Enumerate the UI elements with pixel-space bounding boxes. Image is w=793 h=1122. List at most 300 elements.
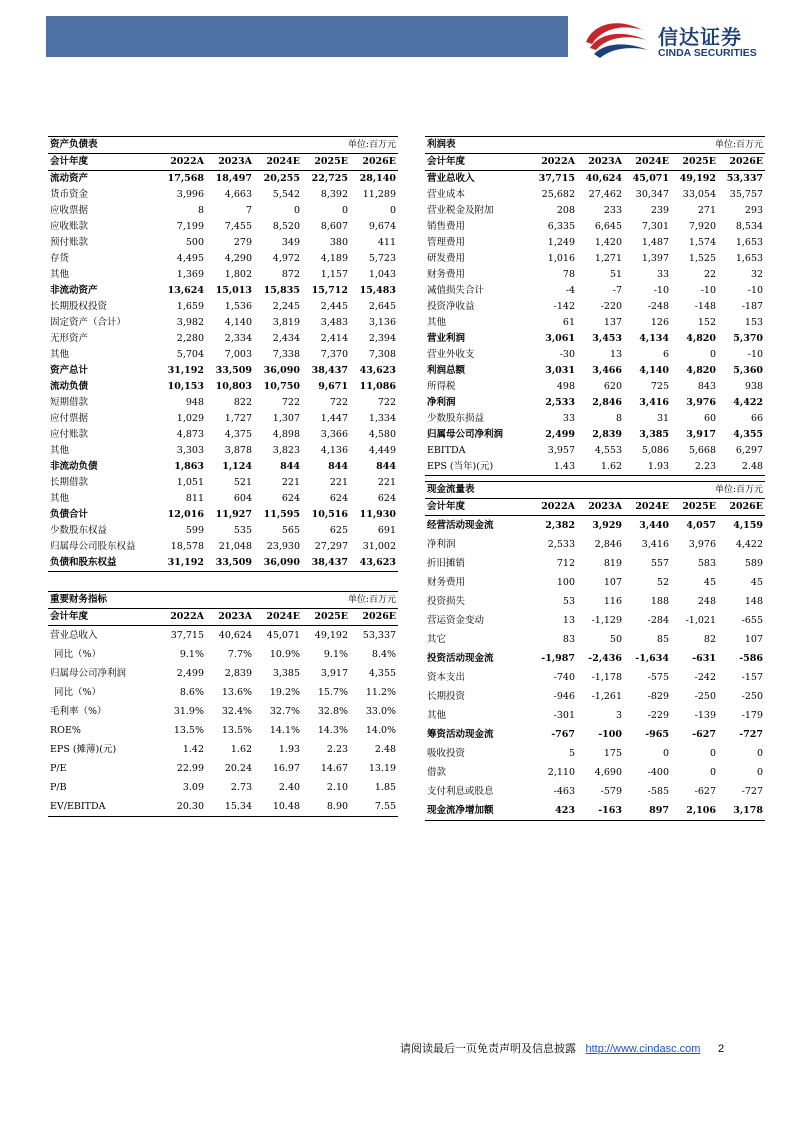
table-row bbox=[48, 491, 398, 507]
row-label: P/E bbox=[50, 762, 67, 774]
cell-value: 15,835 bbox=[263, 285, 300, 296]
row-label: 其他 bbox=[50, 445, 70, 456]
table-row bbox=[425, 331, 765, 347]
cell-value: 53 bbox=[562, 595, 575, 607]
row-label: 资产总计 bbox=[50, 365, 89, 376]
table-row bbox=[48, 219, 398, 235]
table-header-row bbox=[48, 609, 398, 626]
cell-value: 8.90 bbox=[302, 797, 350, 817]
cell-value: 85 bbox=[656, 633, 669, 645]
cell-value: 51 bbox=[609, 269, 623, 280]
cell-value: 7,199 bbox=[176, 221, 204, 232]
cell-value: 691 bbox=[377, 525, 397, 536]
cell-value: -965 bbox=[645, 728, 669, 740]
cell-value: -631 bbox=[692, 652, 716, 664]
cell-value: 2,382 bbox=[545, 519, 575, 531]
table-row bbox=[48, 664, 398, 683]
row-label: 其他 bbox=[50, 493, 70, 504]
cell-value: 8.6% bbox=[179, 686, 204, 698]
row-label: 营业总收入 bbox=[50, 629, 98, 641]
year-header: 2024E bbox=[624, 499, 671, 516]
row-label: 其他 bbox=[50, 349, 70, 360]
cell-value: 1,043 bbox=[368, 269, 397, 280]
cell-value: 6 bbox=[662, 349, 670, 360]
cell-value: -1,129 bbox=[591, 614, 622, 626]
cell-value: 3,976 bbox=[686, 397, 717, 408]
cell-value: 221 bbox=[329, 477, 348, 488]
cell-value: 107 bbox=[603, 576, 622, 588]
cell-value: 722 bbox=[329, 397, 348, 408]
cell-value: 3,957 bbox=[547, 445, 575, 456]
cell-value: 40,624 bbox=[218, 629, 253, 641]
cell-value: 1,659 bbox=[176, 301, 204, 312]
cell-value: 10,750 bbox=[263, 381, 300, 392]
table-header-row bbox=[425, 499, 765, 516]
cell-value: 5,704 bbox=[176, 349, 204, 360]
table-row bbox=[425, 782, 765, 801]
cell-value: 38,437 bbox=[302, 555, 350, 572]
table-row bbox=[48, 427, 398, 443]
table-row bbox=[425, 171, 765, 188]
table-row bbox=[425, 535, 765, 554]
cell-value: 535 bbox=[233, 525, 252, 536]
cell-value: 3,303 bbox=[176, 445, 204, 456]
cell-value: 153 bbox=[744, 317, 764, 328]
cell-value: 3,416 bbox=[641, 538, 669, 550]
row-label: 投资净收益 bbox=[427, 301, 475, 312]
year-header: 2025E bbox=[671, 154, 718, 171]
cell-value: 2,110 bbox=[547, 766, 575, 778]
cell-value: 13.19 bbox=[368, 762, 397, 774]
cell-value: 3,031 bbox=[545, 365, 575, 376]
cell-value: 5,723 bbox=[368, 253, 397, 264]
row-label: 支付利息或股息 bbox=[427, 785, 494, 797]
cell-value: 49,192 bbox=[679, 173, 717, 184]
cell-value: 27,462 bbox=[588, 189, 623, 200]
cell-value: 30,347 bbox=[635, 189, 670, 200]
table-row bbox=[425, 395, 765, 411]
cell-value: 45,071 bbox=[266, 629, 301, 641]
cell-value: 1,369 bbox=[176, 269, 204, 280]
cell-value: 2.23 bbox=[326, 743, 349, 755]
row-label: 借款 bbox=[427, 766, 447, 778]
cell-value: 82 bbox=[703, 633, 716, 645]
row-label: 应收账款 bbox=[50, 221, 89, 232]
cell-value: 15,013 bbox=[215, 285, 252, 296]
cell-value: 811 bbox=[185, 493, 204, 504]
cell-value: 13,624 bbox=[167, 285, 204, 296]
table-title: 现金流量表 bbox=[425, 482, 624, 499]
cell-value: 13 bbox=[609, 349, 623, 360]
cell-value: 4,355 bbox=[368, 667, 397, 679]
cell-value: -157 bbox=[741, 671, 764, 683]
cell-value: 3,917 bbox=[320, 667, 349, 679]
cell-value: 380 bbox=[329, 237, 348, 248]
table-row bbox=[425, 630, 765, 649]
cell-value: 1,016 bbox=[547, 253, 575, 264]
header-label: 会计年度 bbox=[48, 154, 158, 171]
cell-value: 2,445 bbox=[320, 301, 348, 312]
table-row bbox=[48, 363, 398, 379]
year-header: 2025E bbox=[302, 609, 350, 626]
table-row bbox=[425, 725, 765, 744]
cell-value: 6,297 bbox=[735, 445, 764, 456]
cell-value: 33,509 bbox=[215, 365, 252, 376]
cell-value: 2,334 bbox=[224, 333, 252, 344]
cell-value: 11,930 bbox=[359, 509, 397, 520]
cell-value: 5,086 bbox=[641, 445, 670, 456]
cell-value: 126 bbox=[650, 317, 670, 328]
table-row bbox=[425, 459, 765, 476]
table-row bbox=[48, 251, 398, 267]
cell-value: 15,483 bbox=[359, 285, 397, 296]
cell-value: 0 bbox=[756, 766, 764, 778]
cell-value: 1,334 bbox=[368, 413, 397, 424]
row-label: 营运资金变动 bbox=[427, 614, 485, 626]
cell-value: 78 bbox=[562, 269, 575, 280]
table-row bbox=[425, 668, 765, 687]
cell-value: 53,337 bbox=[362, 629, 397, 641]
cell-value: 604 bbox=[233, 493, 252, 504]
row-label: 资本支出 bbox=[427, 671, 466, 683]
cell-value: 4,553 bbox=[594, 445, 623, 456]
cell-value: 100 bbox=[556, 576, 575, 588]
cell-value: 2,846 bbox=[592, 397, 623, 408]
table-row bbox=[425, 347, 765, 363]
cell-value: 33 bbox=[562, 413, 575, 424]
cell-value: 53,337 bbox=[726, 173, 764, 184]
cell-value: 10,803 bbox=[215, 381, 252, 392]
table-row bbox=[48, 283, 398, 299]
row-label: 销售费用 bbox=[427, 221, 466, 232]
cell-value: 18,497 bbox=[215, 173, 252, 184]
cell-value: -187 bbox=[741, 301, 764, 312]
table-row bbox=[425, 251, 765, 267]
footer-disclaimer: 请阅读最后一页免责声明及信息披露 bbox=[400, 1042, 576, 1055]
row-label: 净利润 bbox=[427, 538, 456, 550]
year-header: 2023A bbox=[577, 499, 624, 516]
cell-value: 13 bbox=[562, 614, 575, 626]
cell-value: 6,645 bbox=[594, 221, 623, 232]
cell-value: 22 bbox=[703, 269, 717, 280]
cell-value: 1,487 bbox=[641, 237, 670, 248]
row-label: 投资损失 bbox=[427, 595, 466, 607]
row-label: 负债合计 bbox=[50, 509, 89, 520]
table-row bbox=[425, 516, 765, 536]
table-row bbox=[48, 459, 398, 475]
cell-value: -250 bbox=[694, 690, 716, 702]
cell-value: 8,607 bbox=[320, 221, 348, 232]
cell-value: 722 bbox=[377, 397, 397, 408]
cell-value: -10 bbox=[653, 285, 670, 296]
cell-value: 2,846 bbox=[594, 538, 622, 550]
year-header: 2026E bbox=[718, 499, 765, 516]
row-label: 折旧摊销 bbox=[427, 557, 466, 569]
cell-value: 1,157 bbox=[320, 269, 348, 280]
cell-value: 3,976 bbox=[688, 538, 716, 550]
cell-value: 897 bbox=[624, 801, 671, 821]
cell-value: 844 bbox=[328, 461, 348, 472]
cell-value: 1,307 bbox=[272, 413, 300, 424]
row-label: 净利润 bbox=[427, 397, 456, 408]
table-row bbox=[48, 395, 398, 411]
cell-value: -2,436 bbox=[588, 652, 622, 664]
cell-value: 2,839 bbox=[592, 429, 623, 440]
cell-value: 20.30 bbox=[158, 797, 206, 817]
cell-value: 45 bbox=[750, 576, 764, 588]
cell-value: 1.93 bbox=[624, 459, 671, 476]
cell-value: 843 bbox=[697, 381, 717, 392]
cell-value: 31,002 bbox=[362, 541, 397, 552]
cell-value: 1,653 bbox=[735, 253, 764, 264]
cell-value: -250 bbox=[741, 690, 764, 702]
cell-value: 17,568 bbox=[167, 173, 204, 184]
cell-value: 0 bbox=[709, 766, 716, 778]
cell-value: 15.34 bbox=[206, 797, 254, 817]
row-label: 固定资产（合计） bbox=[50, 317, 127, 328]
table-row bbox=[48, 379, 398, 395]
table-row bbox=[48, 475, 398, 491]
cell-value: 60 bbox=[703, 413, 717, 424]
cell-value: 36,090 bbox=[263, 365, 300, 376]
cell-value: 31,192 bbox=[167, 365, 204, 376]
table-row bbox=[48, 555, 398, 572]
cell-value: 2,106 bbox=[671, 801, 718, 821]
cell-value: 4,580 bbox=[368, 429, 397, 440]
year-header: 2024E bbox=[254, 154, 302, 171]
cell-value: 2.48 bbox=[374, 743, 397, 755]
table-row bbox=[48, 702, 398, 721]
cell-value: -740 bbox=[553, 671, 575, 683]
cell-value: 5,360 bbox=[733, 365, 764, 376]
cell-value: 3 bbox=[615, 709, 622, 721]
cell-value: 4,690 bbox=[594, 766, 622, 778]
cell-value: 819 bbox=[603, 557, 622, 569]
row-label: 非流动资产 bbox=[50, 285, 98, 296]
cell-value: 116 bbox=[603, 595, 622, 607]
row-label: 负债和股东权益 bbox=[48, 555, 158, 572]
cell-value: 557 bbox=[650, 557, 669, 569]
table-row bbox=[48, 740, 398, 759]
cell-value: 599 bbox=[185, 525, 204, 536]
cell-value: 10,153 bbox=[167, 381, 204, 392]
row-label: 吸收投资 bbox=[427, 747, 466, 759]
cell-value: 4,449 bbox=[368, 445, 397, 456]
cell-value: 248 bbox=[697, 595, 716, 607]
cell-value: 500 bbox=[185, 237, 204, 248]
cell-value: 1.62 bbox=[230, 743, 253, 755]
cell-value: 1,271 bbox=[594, 253, 623, 264]
table-unit: 单位:百万元 bbox=[624, 137, 765, 154]
cell-value: 9,674 bbox=[368, 221, 397, 232]
row-label: 毛利率（%） bbox=[50, 705, 107, 717]
cell-value: -400 bbox=[647, 766, 669, 778]
footer-website-link[interactable]: http://www.cindasc.com bbox=[585, 1043, 701, 1055]
cell-value: -655 bbox=[741, 614, 764, 626]
cell-value: 152 bbox=[697, 317, 717, 328]
row-label: 减值损失合计 bbox=[427, 285, 485, 296]
cell-value: 37,715 bbox=[170, 629, 204, 641]
cell-value: -586 bbox=[739, 652, 764, 664]
cell-value: -100 bbox=[598, 728, 622, 740]
row-label: P/B bbox=[50, 781, 67, 793]
cell-value: 4,495 bbox=[176, 253, 204, 264]
cell-value: 3,819 bbox=[272, 317, 300, 328]
income-statement-table bbox=[425, 136, 765, 476]
cell-value: 7,455 bbox=[224, 221, 252, 232]
row-label: EBITDA bbox=[427, 445, 466, 456]
cell-value: 20.24 bbox=[224, 762, 253, 774]
cell-value: 4,134 bbox=[639, 333, 670, 344]
table-row bbox=[48, 539, 398, 555]
cell-value: 498 bbox=[556, 381, 575, 392]
cell-value: 22.99 bbox=[176, 762, 204, 774]
cell-value: 2,245 bbox=[272, 301, 300, 312]
table-header-row bbox=[48, 154, 398, 171]
table-row bbox=[425, 611, 765, 630]
cell-value: 3,483 bbox=[320, 317, 348, 328]
cell-value: 208 bbox=[556, 205, 575, 216]
cell-value: 2,434 bbox=[272, 333, 300, 344]
year-header: 2022A bbox=[530, 154, 577, 171]
cell-value: -829 bbox=[647, 690, 669, 702]
cell-value: 10,516 bbox=[311, 509, 348, 520]
cell-value: 4,663 bbox=[224, 189, 252, 200]
header-label: 会计年度 bbox=[48, 609, 158, 626]
cell-value: 293 bbox=[744, 205, 764, 216]
cell-value: 271 bbox=[697, 205, 717, 216]
cell-value: 0 bbox=[709, 747, 716, 759]
cell-value: 2,280 bbox=[176, 333, 204, 344]
row-label: 筹资活动现金流 bbox=[427, 728, 494, 740]
table-row bbox=[48, 523, 398, 539]
cell-value: 1,447 bbox=[320, 413, 348, 424]
cell-value: 10.48 bbox=[254, 797, 302, 817]
table-row bbox=[48, 507, 398, 523]
cell-value: 3,982 bbox=[176, 317, 204, 328]
table-row bbox=[48, 267, 398, 283]
cell-value: 5,668 bbox=[688, 445, 717, 456]
cell-value: 3,878 bbox=[224, 445, 252, 456]
cell-value: -627 bbox=[694, 785, 716, 797]
cell-value: 7,338 bbox=[272, 349, 300, 360]
cell-value: 423 bbox=[530, 801, 577, 821]
row-label: 营业利润 bbox=[427, 333, 466, 344]
row-label: 营业外收支 bbox=[427, 349, 475, 360]
cell-value: 2.40 bbox=[278, 781, 301, 793]
cell-value: 589 bbox=[744, 557, 764, 569]
header-label: 会计年度 bbox=[425, 499, 530, 516]
row-label: 应付票据 bbox=[50, 413, 89, 424]
row-label: 其它 bbox=[427, 633, 447, 645]
table-row bbox=[425, 687, 765, 706]
cell-value: 43,623 bbox=[359, 365, 397, 376]
table-title: 利润表 bbox=[425, 137, 624, 154]
cell-value: 7.55 bbox=[350, 797, 398, 817]
row-label: 经营活动现金流 bbox=[427, 519, 494, 531]
cell-value: 12,016 bbox=[167, 509, 204, 520]
cell-value: 5,370 bbox=[733, 333, 764, 344]
cell-value: -30 bbox=[559, 349, 575, 360]
cell-value: 5,542 bbox=[272, 189, 300, 200]
cell-value: 4,422 bbox=[733, 397, 764, 408]
year-header: 2023A bbox=[206, 154, 254, 171]
cell-value: 66 bbox=[750, 413, 764, 424]
cell-value: -10 bbox=[747, 349, 764, 360]
table-row bbox=[48, 797, 398, 817]
cell-value: 7,301 bbox=[641, 221, 670, 232]
cell-value: 722 bbox=[281, 397, 300, 408]
row-label: EV/EBITDA bbox=[48, 797, 158, 817]
cell-value: 21,048 bbox=[218, 541, 252, 552]
cell-value: 4,057 bbox=[686, 519, 716, 531]
cell-value: 31.9% bbox=[173, 705, 204, 717]
cell-value: 0 bbox=[662, 747, 669, 759]
cell-value: 4,873 bbox=[176, 429, 204, 440]
table-row bbox=[48, 626, 398, 646]
cell-value: 1,525 bbox=[688, 253, 717, 264]
cell-value: -4 bbox=[565, 285, 575, 296]
cell-value: 83 bbox=[562, 633, 575, 645]
table-title: 资产负债表 bbox=[48, 137, 254, 154]
cell-value: 7.7% bbox=[227, 648, 253, 660]
row-label: 研发费用 bbox=[427, 253, 466, 264]
cell-value: 948 bbox=[185, 397, 204, 408]
row-label: EPS (摊薄)(元) bbox=[50, 743, 117, 755]
cell-value: 13.5% bbox=[173, 724, 204, 736]
row-label: 归属母公司净利润 bbox=[427, 429, 504, 440]
row-label: 其他 bbox=[50, 269, 70, 280]
row-label: 其他 bbox=[427, 317, 447, 328]
table-row bbox=[425, 219, 765, 235]
cell-value: 4,136 bbox=[320, 445, 348, 456]
cell-value: 0 bbox=[756, 747, 764, 759]
cell-value: 624 bbox=[281, 493, 300, 504]
cell-value: 27,297 bbox=[314, 541, 348, 552]
row-label: 利润总额 bbox=[427, 365, 466, 376]
cell-value: 1.43 bbox=[530, 459, 577, 476]
cell-value: 11.2% bbox=[365, 686, 397, 698]
row-label: ROE% bbox=[50, 724, 81, 736]
cell-value: 1,653 bbox=[735, 237, 764, 248]
cell-value: 33,054 bbox=[682, 189, 717, 200]
cell-value: 9.1% bbox=[179, 648, 204, 660]
row-label: 同比（%） bbox=[54, 686, 102, 698]
cell-value: -1,987 bbox=[541, 652, 575, 664]
cell-value: -627 bbox=[692, 728, 716, 740]
cell-value: 188 bbox=[650, 595, 669, 607]
page-number: 2 bbox=[717, 1043, 725, 1055]
cell-value: 620 bbox=[603, 381, 623, 392]
cell-value: -10 bbox=[700, 285, 717, 296]
cell-value: 2,394 bbox=[368, 333, 397, 344]
table-row bbox=[425, 592, 765, 611]
year-header: 2024E bbox=[624, 154, 671, 171]
cell-value: -10 bbox=[747, 285, 764, 296]
cell-value: -179 bbox=[741, 709, 764, 721]
logo-chinese-name: 信达证券 bbox=[658, 25, 742, 49]
cell-value: 1.42 bbox=[182, 743, 204, 755]
cell-value: 3,061 bbox=[545, 333, 575, 344]
cell-value: 712 bbox=[556, 557, 575, 569]
row-label: 非流动负债 bbox=[50, 461, 98, 472]
cell-value: 3,416 bbox=[639, 397, 670, 408]
year-header: 2026E bbox=[718, 154, 765, 171]
cell-value: 4,189 bbox=[320, 253, 348, 264]
table-row bbox=[425, 649, 765, 668]
cell-value: 1,051 bbox=[176, 477, 204, 488]
cell-value: 1,397 bbox=[641, 253, 670, 264]
